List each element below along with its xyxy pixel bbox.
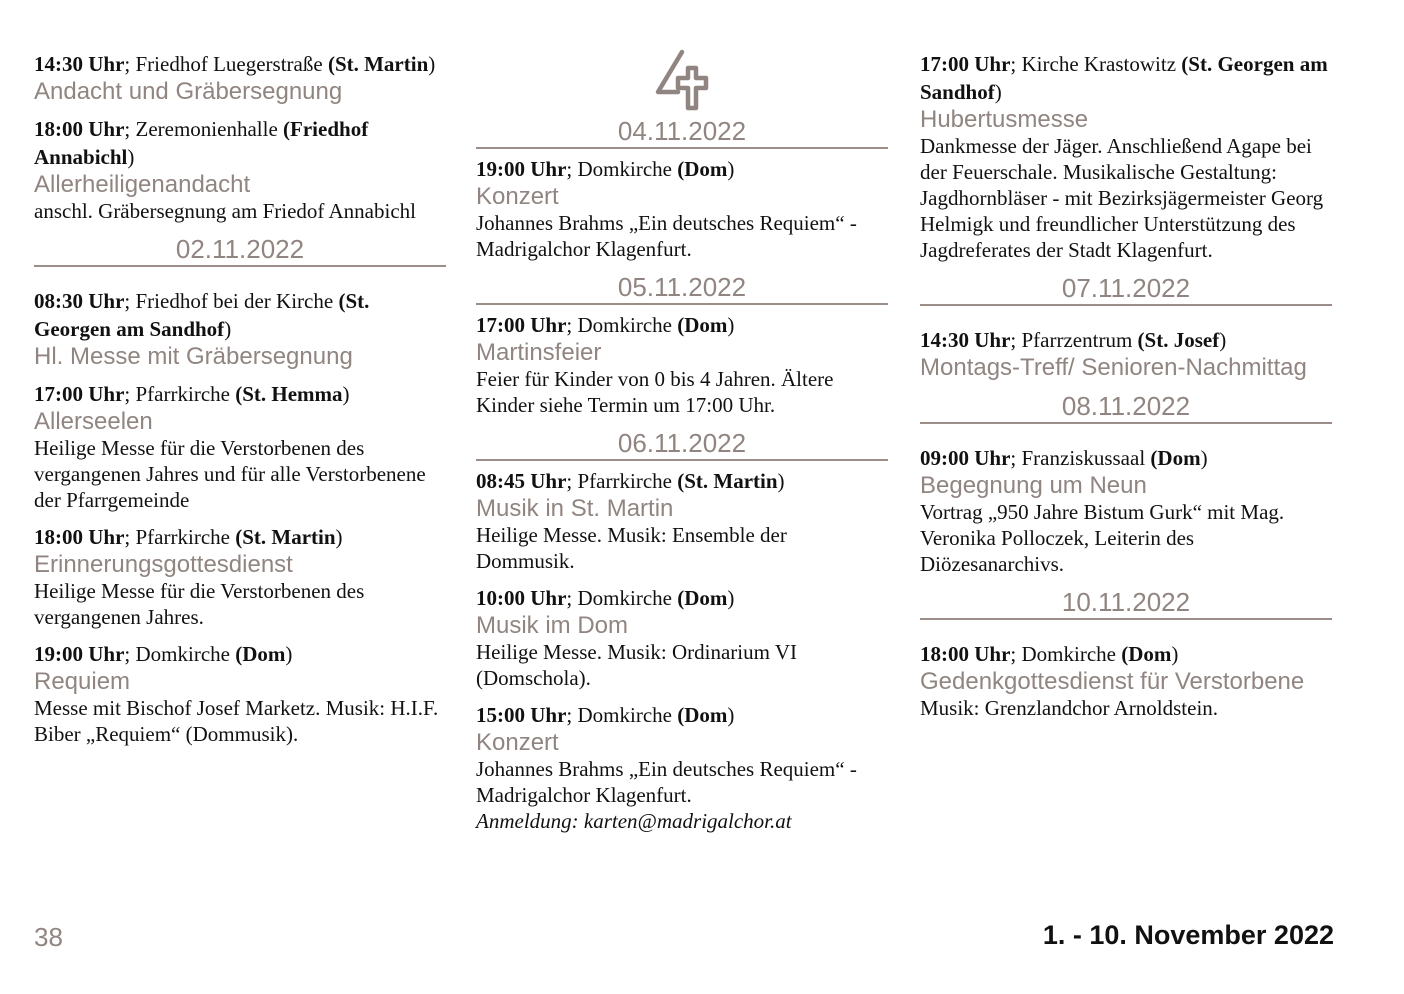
event-place: ; Domkirche	[1010, 642, 1122, 666]
event-time: 09:00 Uhr	[920, 446, 1011, 470]
event-header	[476, 155, 888, 183]
event-parish: St. Martin	[242, 525, 336, 549]
event-time: 08:45 Uhr	[476, 469, 567, 493]
event-title: Montags-Treff/ Senioren-Nachmittag	[920, 354, 1307, 381]
date-heading: 08.11.2022	[920, 391, 1332, 424]
logo	[476, 48, 888, 114]
event-header	[920, 326, 1332, 354]
event-header	[34, 50, 446, 78]
event-title: Allerheiligenandacht	[34, 171, 251, 198]
event-header	[920, 50, 1332, 106]
event-header	[476, 311, 888, 339]
event-item	[476, 155, 888, 262]
event-header	[34, 115, 446, 171]
close-paren: )	[127, 145, 135, 169]
event-header	[476, 467, 888, 495]
event-place: ; Zeremonienhalle	[124, 117, 284, 141]
event-parish: Dom	[1128, 642, 1172, 666]
open-paren: (	[1150, 446, 1158, 470]
close-paren: )	[224, 317, 232, 341]
event-parish: Dom	[684, 313, 728, 337]
event-item	[34, 50, 446, 105]
event-item	[476, 584, 888, 691]
event-description: anschl. Gräbersegnung am Friedof Annabichl	[34, 199, 416, 223]
event-description: Heilige Messe für die Verstorbenen des vergangenen Jahres und für alle Verstorbenene der Pfarrgemeinde	[34, 436, 426, 512]
event-item	[920, 444, 1332, 577]
close-paren: )	[727, 586, 735, 610]
event-description: Vortrag „950 Jahre Bistum Gurk“ mit Mag. Veronika Polloczek, Leiterin des Diözesanarchivs.	[920, 500, 1285, 576]
open-paren: (	[283, 117, 291, 141]
event-place: ; Friedhof Luegerstraße	[124, 52, 328, 76]
close-paren: )	[1200, 446, 1208, 470]
event-time: 18:00 Uhr	[34, 525, 125, 549]
event-parish: Dom	[684, 157, 728, 181]
event-item	[920, 640, 1332, 721]
four-cross-logo-icon	[652, 48, 712, 114]
column-1	[34, 50, 446, 757]
event-title: Hl. Messe mit Gräbersegnung	[34, 343, 353, 370]
page-number: 38	[34, 922, 63, 952]
event-time: 17:00 Uhr	[34, 382, 125, 406]
event-title: Konzert	[476, 183, 559, 210]
close-paren: )	[428, 52, 436, 76]
event-description: Heilige Messe. Musik: Ensemble der Dommusik.	[476, 523, 787, 573]
event-title: Requiem	[34, 668, 131, 695]
event-description: Heilige Messe. Musik: Ordinarium VI (Domschola).	[476, 640, 797, 690]
event-place: ; Domkirche	[566, 586, 678, 610]
event-title: Erinnerungsgottesdienst	[34, 551, 293, 578]
event-time: 10:00 Uhr	[476, 586, 567, 610]
close-paren: )	[727, 703, 735, 727]
open-paren: (	[677, 703, 685, 727]
date-heading: 10.11.2022	[920, 587, 1332, 620]
event-title: Gedenkgottesdienst für Verstorbene	[920, 668, 1305, 695]
close-paren: )	[727, 313, 735, 337]
date-range: 1. - 10. November 2022	[1042, 920, 1334, 950]
event-time: 15:00 Uhr	[476, 703, 567, 727]
event-place: ; Domkirche	[566, 157, 678, 181]
event-place: ; Pfarrzentrum	[1010, 328, 1138, 352]
close-paren: )	[777, 469, 785, 493]
event-time: 14:30 Uhr	[920, 328, 1011, 352]
event-time: 18:00 Uhr	[34, 117, 125, 141]
event-place: ; Franziskussaal	[1010, 446, 1151, 470]
close-paren: )	[994, 80, 1002, 104]
open-paren: (	[1137, 328, 1145, 352]
event-place: ; Pfarrkirche	[124, 525, 236, 549]
event-title: Hubertusmesse	[920, 106, 1089, 133]
event-parish: St. Martin	[334, 52, 429, 76]
event-note: Anmeldung: karten@madrigalchor.at	[476, 809, 792, 833]
event-place: ; Domkirche	[566, 313, 678, 337]
event-title: Musik im Dom	[476, 612, 629, 639]
event-header	[34, 640, 446, 668]
event-item	[34, 115, 446, 224]
open-paren: (	[1181, 52, 1189, 76]
date-heading: 04.11.2022	[476, 116, 888, 149]
event-parish: Dom	[684, 703, 728, 727]
close-paren: )	[1171, 642, 1179, 666]
event-description: Messe mit Bischof Josef Marketz. Musik: H.I.F. Biber „Requiem“ (Dommusik).	[34, 696, 439, 746]
date-heading: 06.11.2022	[476, 428, 888, 461]
event-header	[920, 444, 1332, 472]
event-time: 18:00 Uhr	[920, 642, 1011, 666]
event-title: Begegnung um Neun	[920, 472, 1147, 499]
event-parish: Dom	[684, 586, 728, 610]
event-description: Musik: Grenzlandchor Arnoldstein.	[920, 696, 1219, 720]
event-description: Johannes Brahms „Ein deutsches Requiem“ - Madrigalchor Klagenfurt.	[476, 211, 857, 261]
event-description: Johannes Brahms „Ein deutsches Requiem“ - Madrigalchor Klagenfurt.	[476, 757, 857, 807]
event-place: ; Pfarrkirche	[566, 469, 678, 493]
event-header	[476, 701, 888, 729]
date-heading: 05.11.2022	[476, 272, 888, 305]
event-title: Konzert	[476, 729, 559, 756]
open-paren: (	[677, 157, 685, 181]
event-item	[34, 523, 446, 630]
event-item	[34, 380, 446, 513]
event-item	[34, 640, 446, 747]
event-header	[34, 287, 446, 343]
close-paren: )	[727, 157, 735, 181]
open-paren: (	[327, 52, 335, 76]
event-time: 17:00 Uhr	[920, 52, 1011, 76]
event-item	[476, 467, 888, 574]
event-header	[920, 640, 1332, 668]
event-item	[920, 50, 1332, 263]
event-time: 08:30 Uhr	[34, 289, 125, 313]
open-paren: (	[235, 525, 243, 549]
event-place: ; Domkirche	[124, 642, 236, 666]
event-place: ; Friedhof bei der Kirche	[124, 289, 339, 313]
event-title: Musik in St. Martin	[476, 495, 674, 522]
event-place: ; Domkirche	[566, 703, 678, 727]
event-header	[476, 584, 888, 612]
event-header	[34, 523, 446, 551]
open-paren: (	[338, 289, 346, 313]
event-title: Andacht und Gräbersegnung	[34, 78, 343, 105]
close-paren: )	[335, 525, 343, 549]
event-header	[34, 380, 446, 408]
event-description: Feier für Kinder von 0 bis 4 Jahren. Ältere Kinder siehe Termin um 17:00 Uhr.	[476, 367, 834, 417]
event-parish: St. Georgen am Sandhof	[920, 52, 1328, 104]
event-title: Martinsfeier	[476, 339, 602, 366]
event-parish: St. Martin	[684, 469, 778, 493]
event-parish: Dom	[1157, 446, 1201, 470]
event-parish: St. Josef	[1144, 328, 1220, 352]
close-paren: )	[1219, 328, 1227, 352]
open-paren: (	[677, 469, 685, 493]
event-item	[476, 311, 888, 418]
open-paren: (	[677, 313, 685, 337]
event-description: Dankmesse der Jäger. Anschließend Agape bei der Feuerschale. Musikalische Gestaltung: Jagdhornbläser - mit Bezirksjägermeister Georg Helmigk und freundlicher Unterstützung des Jagdreferates der Stadt Klagenfurt.	[920, 134, 1324, 262]
open-paren: (	[1121, 642, 1129, 666]
event-parish: Friedhof Annabichl	[34, 117, 369, 169]
event-time: 19:00 Uhr	[34, 642, 125, 666]
event-place: ; Kirche Krastowitz	[1010, 52, 1182, 76]
open-paren: (	[677, 586, 685, 610]
event-time: 17:00 Uhr	[476, 313, 567, 337]
event-parish: St. Hemma	[242, 382, 343, 406]
event-item	[34, 287, 446, 370]
event-time: 19:00 Uhr	[476, 157, 567, 181]
close-paren: )	[285, 642, 293, 666]
open-paren: (	[235, 382, 243, 406]
date-heading: 07.11.2022	[920, 273, 1332, 306]
event-title: Allerseelen	[34, 408, 153, 435]
event-item	[476, 701, 888, 834]
open-paren: (	[235, 642, 243, 666]
event-place: ; Pfarrkirche	[124, 382, 236, 406]
event-item	[920, 326, 1332, 381]
event-parish: Dom	[242, 642, 286, 666]
column-3	[920, 50, 1332, 731]
column-2	[476, 48, 888, 844]
event-description: Heilige Messe für die Verstorbenen des vergangenen Jahres.	[34, 579, 365, 629]
event-time: 14:30 Uhr	[34, 52, 125, 76]
date-heading: 02.11.2022	[34, 234, 446, 267]
close-paren: )	[342, 382, 350, 406]
event-parish: St. Georgen am Sandhof	[34, 289, 370, 341]
